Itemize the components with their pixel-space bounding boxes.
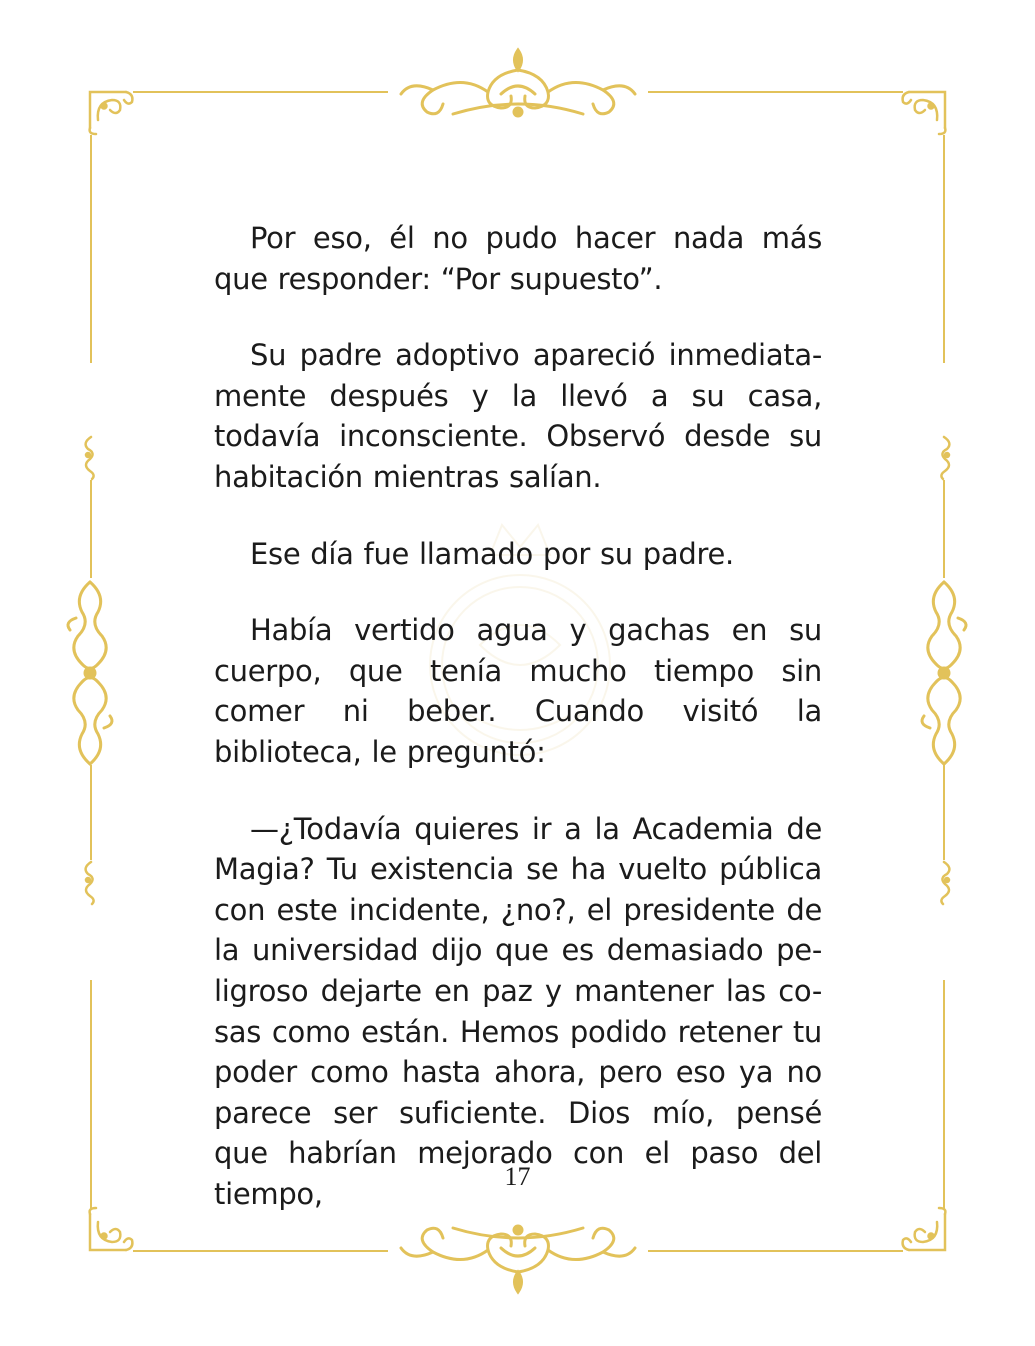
left-small-scroll-ornament-lower xyxy=(78,860,104,906)
paragraph-1: Por eso, él no pudo hacer nada más que responder: “Por supuesto”. xyxy=(214,221,822,296)
frame-top-left-line xyxy=(133,91,388,93)
right-large-flourish-ornament xyxy=(914,578,974,768)
paragraph-4: Había vertido agua y gachas en su cuerpo, que tenía mucho tiempo sin comer ni beber. Cuando visitó la biblioteca, le preguntó: xyxy=(214,613,822,769)
corner-top-right-ornament xyxy=(897,80,953,136)
paragraph-2: Su padre adoptivo apareció inmediata-mente después y la llevó a su casa, todavía inconsciente. Observó desde su habitación mientras salían. xyxy=(214,338,822,494)
frame-left-line-3 xyxy=(90,765,92,860)
frame-left-line-2 xyxy=(90,480,92,578)
paragraph-5: —¿Todavía quieres ir a la Academia de Magia? Tu existencia se ha vuelto pública con este incidente, ¿no?, el presidente de la universidad dijo que es demasiado pe-ligroso dejarte en paz y mantener las co-sas como están. Hemos podido retener tu poder como hasta ahora, pero eso ya no parece ser suficiente. Dios mío, pensé que habrían mejorado con el paso del tiempo, xyxy=(214,811,822,1211)
corner-bottom-right-ornament xyxy=(897,1206,953,1262)
paragraph-3: Ese día fue llamado por su padre. xyxy=(250,536,734,571)
right-small-scroll-ornament-lower xyxy=(931,860,957,906)
corner-bottom-left-ornament xyxy=(82,1206,138,1262)
body-text xyxy=(214,218,822,1214)
right-small-scroll-ornament-upper xyxy=(931,435,957,481)
corner-top-left-ornament xyxy=(82,80,138,136)
top-center-flourish xyxy=(393,44,643,124)
frame-left-line-1 xyxy=(90,135,92,363)
frame-right-line-1 xyxy=(943,135,945,363)
frame-bottom-right-line xyxy=(648,1250,903,1252)
page-number: 17 xyxy=(504,1162,531,1191)
bottom-center-flourish xyxy=(393,1218,643,1298)
frame-right-line-3 xyxy=(943,765,945,860)
frame-top-right-line xyxy=(648,91,903,93)
frame-bottom-left-line xyxy=(133,1250,388,1252)
frame-right-line-2 xyxy=(943,480,945,578)
left-small-scroll-ornament-upper xyxy=(78,435,104,481)
left-large-flourish-ornament xyxy=(60,578,120,768)
